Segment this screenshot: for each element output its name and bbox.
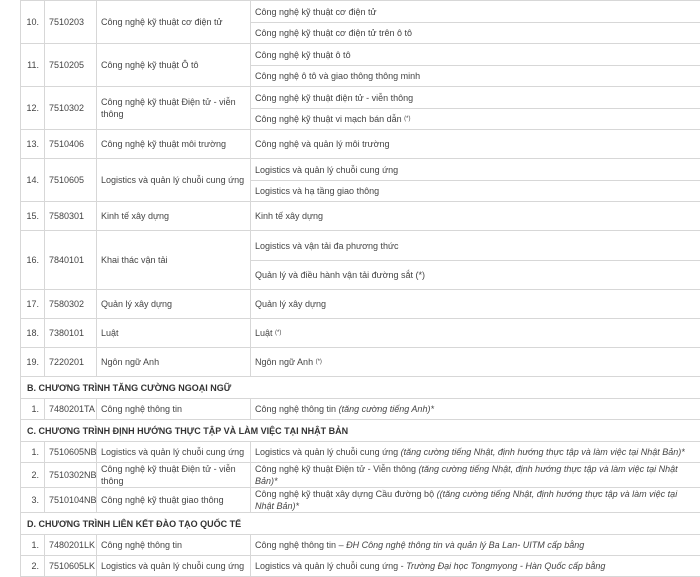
specialization-item: Ngôn ngữ Anh (*) <box>255 348 697 376</box>
table-row <box>21 488 700 513</box>
specialization-text: Logistics và hạ tầng giao thông <box>255 185 379 197</box>
program-code: 7510205 <box>45 44 97 87</box>
specialization-cell <box>251 348 700 377</box>
row-number: 15. <box>21 202 45 231</box>
program-code: 7510605LK <box>45 556 97 577</box>
section-header <box>21 377 700 399</box>
program-name: Logistics và quản lý chuỗi cung ứng <box>97 556 251 577</box>
program-code: 7510104NB <box>45 488 97 513</box>
program-name: Quản lý xây dựng <box>97 290 251 319</box>
specialization-text: Logistics và quản lý chuỗi cung ứng <box>255 164 398 176</box>
program-code: 7510605NB <box>45 442 97 463</box>
specialization-text: Logistics và vận tải đa phương thức <box>255 240 399 252</box>
specialization-text: Quản lý và điều hành vận tải đường sắt (*) <box>255 269 425 281</box>
specialization-text: Công nghệ kỹ thuật vi mạch bán dẫn <box>255 113 402 125</box>
specialization-text: Luật <box>255 327 273 339</box>
specialization-note: (tăng cường tiếng Nhật, định hướng thực tập và làm việc tại Nhật Bản)* <box>401 447 685 457</box>
table-row <box>21 44 700 87</box>
specialization-text: Công nghệ kỹ thuật Điện tử - Viễn thông <box>255 464 418 474</box>
row-number: 10. <box>21 1 45 44</box>
table-row <box>21 535 700 556</box>
specialization-text: Công nghệ thông tin – <box>255 540 346 550</box>
specialization-item <box>255 159 697 180</box>
specialization-text: Công nghệ và quản lý môi trường <box>255 138 390 150</box>
specialization-cell <box>251 1 700 44</box>
specialization-cell <box>251 535 700 556</box>
table-row <box>21 463 700 488</box>
program-name: Công nghệ thông tin <box>97 399 251 420</box>
section-header <box>21 513 700 535</box>
row-number: 2. <box>21 463 45 488</box>
program-code: 7510406 <box>45 130 97 159</box>
specialization-text: Logistics và quản lý chuỗi cung ứng - <box>255 561 406 571</box>
table-row <box>21 202 700 231</box>
row-number: 12. <box>21 87 45 130</box>
specialization-text: Công nghệ kỹ thuật cơ điện tử <box>255 6 377 18</box>
program-name: Công nghệ kỹ thuật môi trường <box>97 130 251 159</box>
program-name: Luật <box>97 319 251 348</box>
row-number: 13. <box>21 130 45 159</box>
program-code: 7510302 <box>45 87 97 130</box>
program-code: 7380101 <box>45 319 97 348</box>
specialization-cell <box>251 202 700 231</box>
specialization-text: Công nghệ kỹ thuật ô tô <box>255 49 351 61</box>
program-code: 7510605 <box>45 159 97 202</box>
specialization-note: ĐH Công nghệ thông tin và quản lý Ba Lan- UITM cấp bằng <box>346 540 584 550</box>
specialization-text: Kinh tế xây dựng <box>255 210 323 222</box>
specialization-cell <box>251 488 700 513</box>
program-table <box>20 0 700 577</box>
program-code: 7840101 <box>45 231 97 290</box>
row-number: 2. <box>21 556 45 577</box>
specialization-item <box>255 130 697 158</box>
specialization-item <box>255 44 697 65</box>
specialization-text: Công nghệ kỹ thuật xây dựng Cầu đường bộ <box>255 489 437 499</box>
section-title: C. CHƯƠNG TRÌNH ĐỊNH HƯỚNG THỰC TẬP VÀ LÀM VIỆC TẠI NHẬT BẢN <box>21 420 700 442</box>
program-name: Công nghệ kỹ thuật Ô tô <box>97 44 251 87</box>
specialization-item: Công nghệ kỹ thuật vi mạch bán dẫn (*) <box>251 108 700 129</box>
specialization-cell <box>251 290 700 319</box>
program-name: Công nghệ kỹ thuật cơ điện tử <box>97 1 251 44</box>
specialization-item <box>251 22 700 43</box>
specialization-text: Ngôn ngữ Anh <box>255 356 313 368</box>
program-code: 7220201 <box>45 348 97 377</box>
table-row <box>21 290 700 319</box>
table-row <box>21 399 700 420</box>
row-number: 18. <box>21 319 45 348</box>
specialization-text: Quản lý xây dựng <box>255 298 326 310</box>
program-code: 7510203 <box>45 1 97 44</box>
table-row <box>21 348 700 377</box>
program-table-container <box>20 0 700 577</box>
specialization-cell <box>251 87 700 130</box>
program-name: Công nghệ kỹ thuật Điện tử - viễn thông <box>97 87 251 130</box>
section-header <box>21 420 700 442</box>
row-number: 11. <box>21 44 45 87</box>
specialization-item: Luật (*) <box>255 319 697 347</box>
program-name: Ngôn ngữ Anh <box>97 348 251 377</box>
table-row <box>21 1 700 44</box>
row-number: 17. <box>21 290 45 319</box>
program-name: Kinh tế xây dựng <box>97 202 251 231</box>
specialization-item <box>255 1 697 22</box>
specialization-cell <box>251 159 700 202</box>
specialization-cell <box>251 442 700 463</box>
row-number: 1. <box>21 399 45 420</box>
specialization-text: Công nghệ kỹ thuật điện tử - viễn thông <box>255 92 413 104</box>
program-name: Công nghệ kỹ thuật giao thông <box>97 488 251 513</box>
specialization-item <box>251 65 700 86</box>
program-code: 7480201TA <box>45 399 97 420</box>
program-code: 7580302 <box>45 290 97 319</box>
table-row <box>21 556 700 577</box>
specialization-cell <box>251 130 700 159</box>
table-row <box>21 442 700 463</box>
row-number: 16. <box>21 231 45 290</box>
specialization-note: Trường Đại học Tongmyong - Hàn Quốc cấp bằng <box>406 561 605 571</box>
specialization-cell <box>251 399 700 420</box>
specialization-item <box>251 260 700 289</box>
specialization-text: Logistics và quản lý chuỗi cung ứng <box>255 447 401 457</box>
program-name: Công nghệ thông tin <box>97 535 251 556</box>
specialization-cell <box>251 463 700 488</box>
specialization-cell <box>251 319 700 348</box>
program-name: Khai thác vận tải <box>97 231 251 290</box>
row-number: 1. <box>21 535 45 556</box>
specialization-cell <box>251 44 700 87</box>
table-row <box>21 87 700 130</box>
program-code: 7480201LK <box>45 535 97 556</box>
section-title: D. CHƯƠNG TRÌNH LIÊN KẾT ĐÀO TẠO QUỐC TẾ <box>21 513 700 535</box>
specialization-text: Công nghệ ô tô và giao thông thông minh <box>255 70 420 82</box>
specialization-item <box>255 290 697 318</box>
program-name: Logistics và quản lý chuỗi cung ứng <box>97 442 251 463</box>
specialization-text: Công nghệ thông tin <box>255 404 339 414</box>
specialization-text: Công nghệ kỹ thuật cơ điện tử trên ô tô <box>255 27 412 39</box>
program-name: Công nghệ kỹ thuật Điện tử - viễn thông <box>97 463 251 488</box>
table-row <box>21 231 700 290</box>
row-number: 19. <box>21 348 45 377</box>
specialization-item <box>255 231 697 260</box>
program-name: Logistics và quản lý chuỗi cung ứng <box>97 159 251 202</box>
table-row <box>21 130 700 159</box>
section-title: B. CHƯƠNG TRÌNH TĂNG CƯỜNG NGOẠI NGỮ <box>21 377 700 399</box>
row-number: 14. <box>21 159 45 202</box>
specialization-cell <box>251 556 700 577</box>
row-number: 3. <box>21 488 45 513</box>
table-row <box>21 319 700 348</box>
row-number: 1. <box>21 442 45 463</box>
program-code: 7510302NB <box>45 463 97 488</box>
specialization-item <box>255 202 697 230</box>
table-row <box>21 159 700 202</box>
specialization-item <box>251 180 700 201</box>
specialization-note: ((tăng cường tiếng Nhật, định hướng thực tập và làm việc tại Nhật Bản)* <box>255 489 677 511</box>
program-code: 7580301 <box>45 202 97 231</box>
specialization-item <box>255 87 697 108</box>
specialization-note: (tăng cường tiếng Nhật, định hướng thực tập và làm việc tại Nhật Bản)* <box>255 464 678 486</box>
specialization-note: (tăng cường tiếng Anh)* <box>339 404 434 414</box>
specialization-cell <box>251 231 700 290</box>
